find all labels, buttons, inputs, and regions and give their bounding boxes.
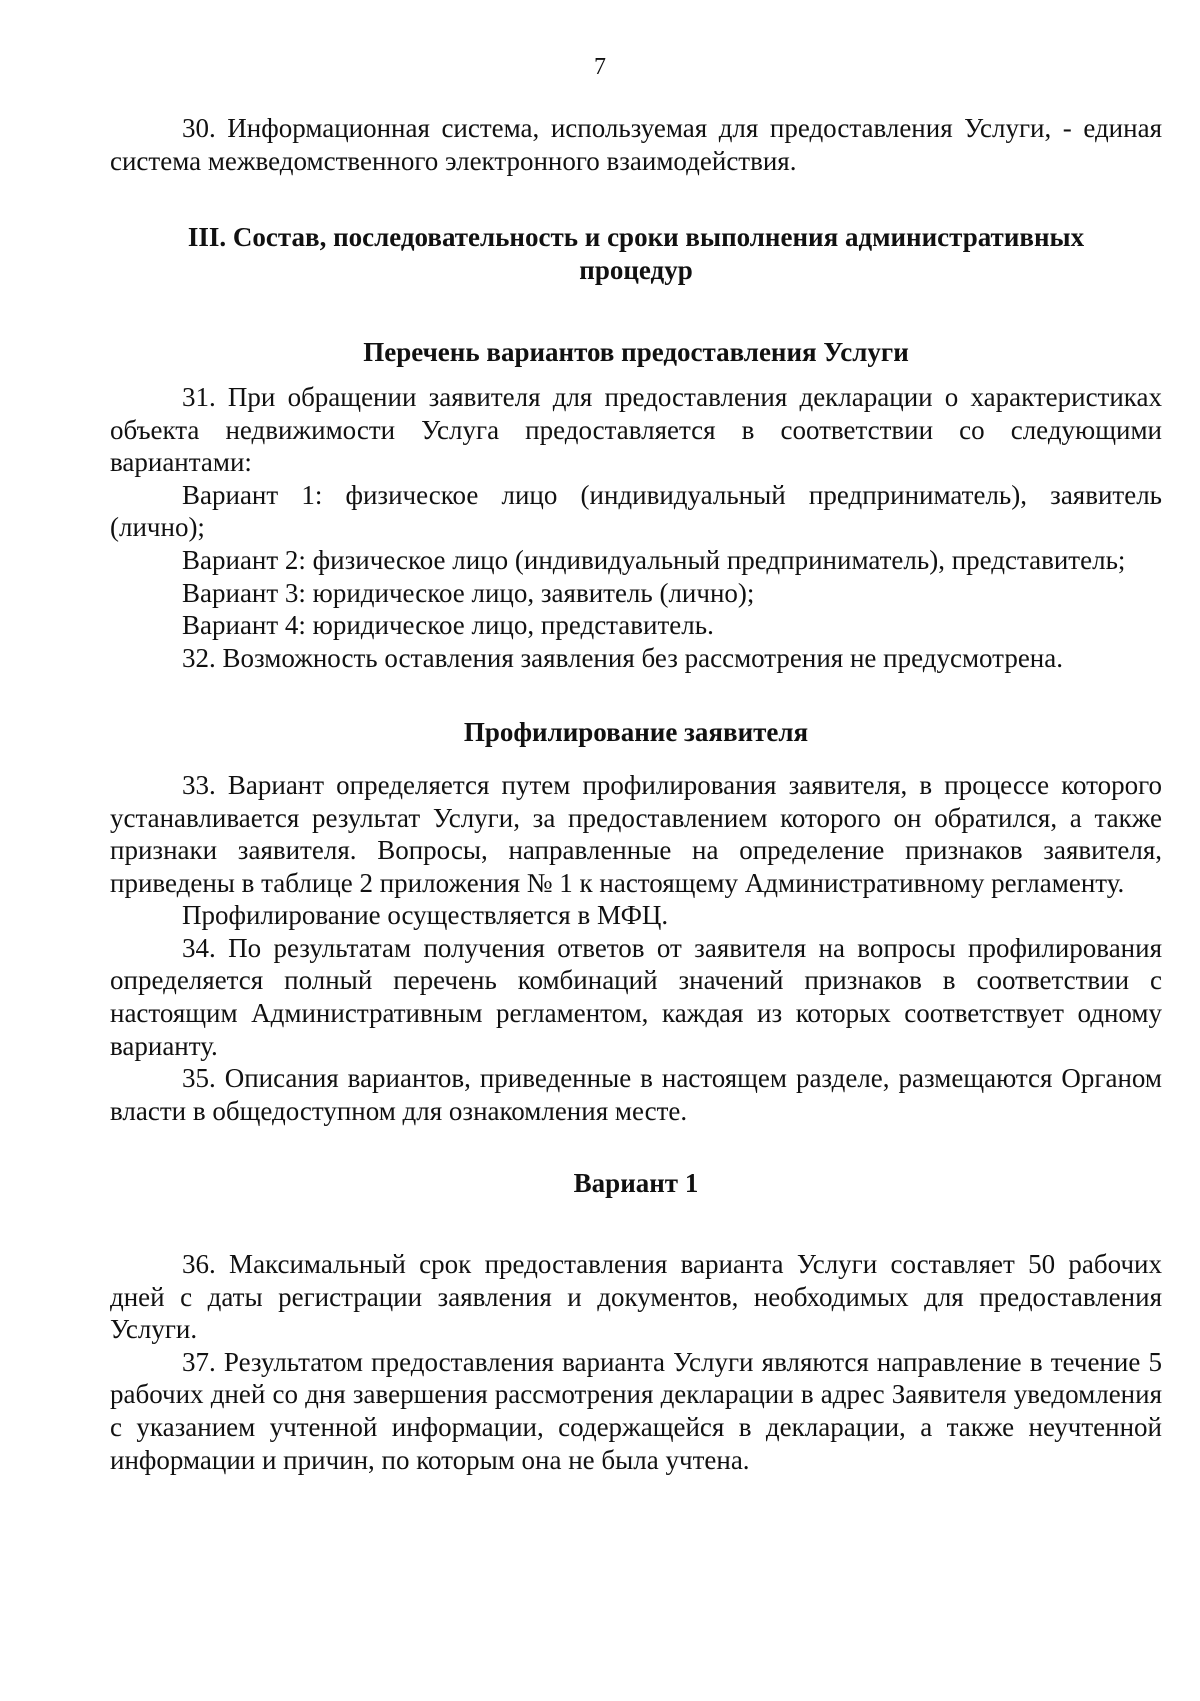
paragraph-33: 33. Вариант определяется путем профилирования заявителя, в процессе которого устанавливается результат Услуги, за предоставлением которого он обратился, а также признаки заявителя. Вопросы, направленные на определение признаков заявителя, приведены в таблице 2 приложения № 1 к настоящему Административному регламенту. [110,769,1162,898]
section-heading-line-1: III. Состав, последовательность и сроки выполнения административных [187,222,1085,253]
section-heading [110,221,1162,286]
paragraph-32: 32. Возможность оставления заявления без рассмотрения не предусмотрена. [182,642,1063,673]
paragraph-31: 31. При обращении заявителя для предоставления декларации о характеристиках объекта недвижимости Услуга предоставляется в соответствии со следующими вариантами: [110,381,1162,478]
variant-3-item: Вариант 3: юридическое лицо, заявитель (лично); [182,577,755,608]
variant-1-item: Вариант 1: физическое лицо (индивидуальный предприниматель), заявитель (лично); [110,479,1162,543]
paragraph-36: 36. Максимальный срок предоставления варианта Услуги составляет 50 рабочих дней с даты регистрации заявления и документов, необходимых для предоставления Услуги. [110,1249,1162,1345]
page-number: 7 [594,54,606,80]
variant-4-item: Вариант 4: юридическое лицо, представитель. [182,610,714,641]
paragraph-30: 30. Информационная система, используемая для предоставления Услуги, - единая система межведомственного электронного взаимодействия. [110,113,1162,176]
document-body [110,112,1162,1476]
paragraph-35: 35. Описания вариантов, приведенные в настоящем разделе, размещаются Органом власти в общедоступном для ознакомления месте. [110,1063,1162,1126]
paragraph-33-profiling-note: Профилирование осуществляется в МФЦ. [182,900,669,931]
subheading-profiling: Профилирование заявителя [463,717,809,748]
subheading-variant-1: Вариант 1 [573,1168,699,1199]
section-heading-line-2: процедур [579,254,693,285]
subheading-variants-list: Перечень вариантов предоставления Услуги [363,337,909,368]
variant-2-item: Вариант 2: физическое лицо (индивидуальный предприниматель), представитель; [182,544,1126,575]
paragraph-37: 37. Результатом предоставления варианта Услуги являются направление в течение 5 рабочих дней со дня завершения рассмотрения декларации в адрес Заявителя уведомления с указанием учтенной информации, содержащейся в декларации, а также неучтенной информации и причин, по которым она не была учтена. [110,1346,1162,1475]
paragraph-34: 34. По результатам получения ответов от заявителя на вопросы профилирования определяется полный перечень комбинаций значений признаков в соответствии с настоящим Административным регламентом, каждая из которых соответствует одному варианту. [110,932,1162,1061]
